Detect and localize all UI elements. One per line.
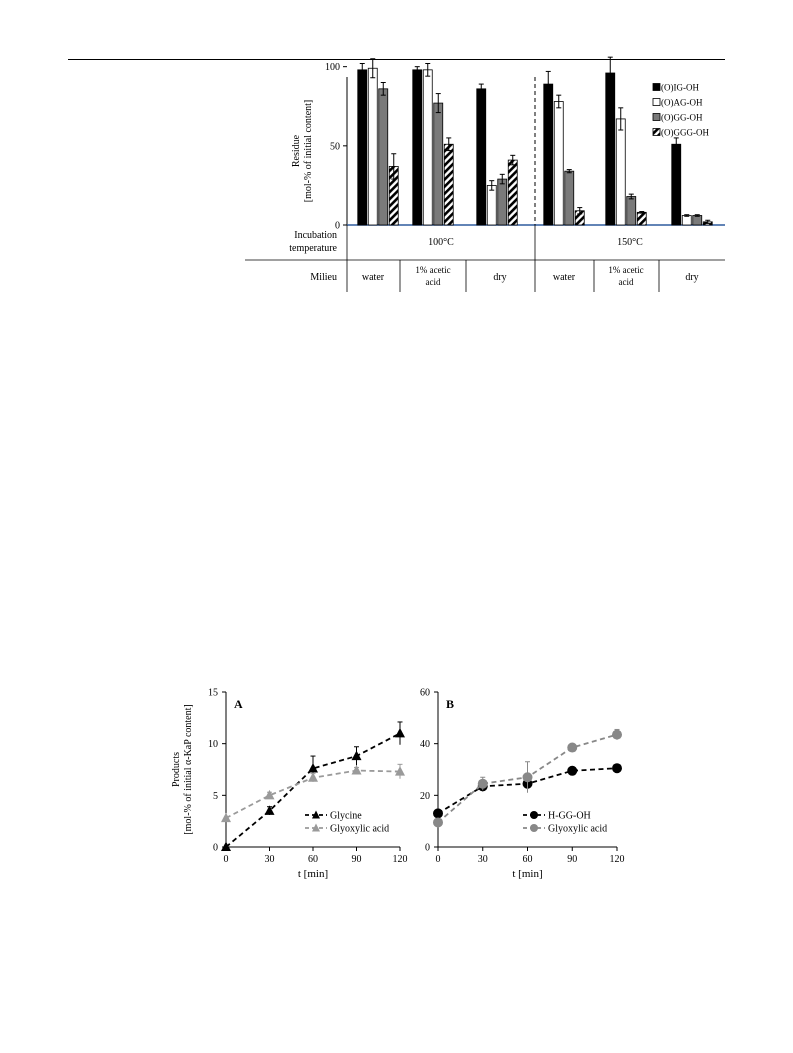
chart-a-y-tick-label-10: 10 xyxy=(208,739,218,751)
chart-b-point-h-gg-oh-4 xyxy=(612,763,622,773)
chart-b-point-h-gg-oh-3 xyxy=(567,766,577,776)
chart-b-legend-label-glyoxylic-acid: Glyoxylic acid xyxy=(548,823,608,835)
legend-label-o-ggg-oh: (O)GGG-OH xyxy=(661,127,709,138)
bar-o-ag-oh-5 xyxy=(682,216,691,226)
bar-o-ig-oh-1 xyxy=(413,70,422,225)
chart-a-line-chart xyxy=(171,688,408,881)
chart-b-point-glyoxylic-acid-1 xyxy=(478,779,488,789)
chart-b-x-axis-label: t [min] xyxy=(512,868,543,880)
bar-o-ggg-oh-1 xyxy=(444,144,453,225)
chart-a-y-axis-label xyxy=(171,704,194,834)
chart-b-panel-label: B xyxy=(446,697,455,711)
legend-swatch-o-ig-oh xyxy=(653,84,660,91)
chart-a-y-tick-label-15: 15 xyxy=(208,687,218,699)
chart-a-y-axis-label-line-1: [mol-% of initial α-KaP content] xyxy=(183,704,194,835)
bar-o-ig-oh-3 xyxy=(544,84,553,225)
chart-b-x-tick-label-120: 120 xyxy=(609,854,625,865)
chart-a-x-axis-label: t [min] xyxy=(297,868,329,880)
y-axis-label xyxy=(291,100,314,202)
chart-a-x-tick-label-90: 90 xyxy=(351,854,362,865)
milieu-label-5 xyxy=(685,272,698,283)
row-label-temperature-line-1: temperature xyxy=(289,243,337,254)
milieu-label-3-line-0: water xyxy=(552,272,576,283)
chart-a-x-tick-label-30: 30 xyxy=(264,854,275,865)
milieu-label-1-line-0: 1% acetic xyxy=(415,265,451,275)
bar-o-gg-oh-4 xyxy=(627,197,636,226)
bar-o-gg-oh-3 xyxy=(565,171,574,225)
chart-a-x-tick-label-0: 0 xyxy=(223,854,229,865)
bar-o-ig-oh-0 xyxy=(358,70,367,225)
bar-o-gg-oh-0 xyxy=(379,89,388,225)
bar-o-ggg-oh-4 xyxy=(637,212,646,225)
chart-b-x-tick-label-30: 30 xyxy=(477,854,488,865)
temperature-group-150: 150°C xyxy=(617,237,643,248)
milieu-label-2-line-0: dry xyxy=(493,272,507,283)
bar-o-ig-oh-4 xyxy=(606,73,615,225)
chart-a-y-tick-label-0: 0 xyxy=(213,842,218,854)
chart-a-y-tick-label-5: 5 xyxy=(213,790,218,802)
chart-b-y-tick-label-20: 20 xyxy=(420,790,430,802)
milieu-label-1-line-1: acid xyxy=(425,277,441,287)
y-axis-label-line-1: [mol-% of initial content] xyxy=(303,99,314,203)
chart-b-legend-label-h-gg-oh: H-GG-OH xyxy=(548,810,591,822)
chart-b-point-glyoxylic-acid-4 xyxy=(612,730,622,740)
y-tick-label-100: 100 xyxy=(325,62,340,74)
chart-b-x-tick-label-90: 90 xyxy=(567,854,578,865)
bar-o-ag-oh-4 xyxy=(616,119,625,225)
chart-a-y-axis-label-line-0: Products xyxy=(171,752,182,787)
bar-o-gg-oh-2 xyxy=(498,179,507,225)
bar-o-ig-oh-2 xyxy=(477,89,486,225)
milieu-label-4-line-1: acid xyxy=(618,277,634,287)
chart-a-x-tick-label-120: 120 xyxy=(392,854,408,865)
y-axis-label-line-0: Residue xyxy=(291,134,302,168)
chart-b-y-tick-label-0: 0 xyxy=(425,842,430,854)
milieu-label-0 xyxy=(362,272,385,283)
row-label-temperature-line-0: Incubation xyxy=(294,230,337,241)
chart-b-x-tick-label-60: 60 xyxy=(522,854,533,865)
chart-a-legend-label-glyoxylic-acid: Glyoxylic acid xyxy=(330,823,390,835)
chart-a-point-glyoxylic-acid-2 xyxy=(308,772,318,782)
legend-label-o-ag-oh: (O)AG-OH xyxy=(661,97,703,108)
chart-b-point-glyoxylic-acid-0 xyxy=(433,817,443,827)
chart-b-y-tick-label-40: 40 xyxy=(420,739,430,751)
chart-a-point-glyoxylic-acid-3 xyxy=(352,765,362,775)
chart-b-x-tick-label-0: 0 xyxy=(435,854,441,865)
legend-swatch-o-ag-oh xyxy=(653,99,660,106)
legend-swatch-o-gg-oh xyxy=(653,114,660,121)
residue-bar-chart xyxy=(245,57,725,292)
row-label-incubation-temperature xyxy=(289,230,337,254)
legend-label-o-gg-oh: (O)GG-OH xyxy=(661,112,703,123)
y-tick-label-50: 50 xyxy=(330,141,340,153)
legend-label-o-ig-oh: (O)IG-OH xyxy=(661,82,699,93)
y-tick-label-0: 0 xyxy=(335,220,340,232)
chart-a-panel-label: A xyxy=(234,697,243,711)
chart-b-legend-marker-glyoxylic-acid xyxy=(530,824,538,832)
milieu-label-3 xyxy=(553,272,576,283)
chart-a-x-tick-label-60: 60 xyxy=(308,854,318,865)
bar-o-ag-oh-1 xyxy=(423,70,432,225)
row-label-milieu: Milieu xyxy=(310,272,337,283)
chart-b-legend-marker-h-gg-oh xyxy=(530,811,538,819)
milieu-label-4 xyxy=(608,265,643,287)
chart-a-point-glycine-3 xyxy=(352,751,362,761)
milieu-label-5-line-0: dry xyxy=(685,272,699,283)
chart-b-point-glyoxylic-acid-2 xyxy=(523,772,533,782)
bar-o-ag-oh-3 xyxy=(554,102,563,226)
milieu-label-2 xyxy=(493,272,506,283)
temperature-group-100: 100°C xyxy=(428,237,454,248)
chart-b-y-tick-label-60: 60 xyxy=(420,687,430,699)
chart-a-point-glyoxylic-acid-0 xyxy=(221,813,231,823)
legend-swatch-o-ggg-oh xyxy=(653,129,660,136)
bar-o-ig-oh-5 xyxy=(672,144,681,225)
chart-b-line-chart xyxy=(420,688,625,881)
bar-o-gg-oh-1 xyxy=(434,103,443,225)
chart-a-point-glycine-4 xyxy=(395,728,405,738)
milieu-label-0-line-0: water xyxy=(361,272,385,283)
bar-o-ag-oh-2 xyxy=(487,185,496,225)
bar-o-ag-oh-0 xyxy=(368,68,377,225)
chart-a-legend-label-glycine: Glycine xyxy=(330,810,362,822)
chart-b-point-glyoxylic-acid-3 xyxy=(567,743,577,753)
chart-a-point-glycine-0 xyxy=(221,842,231,852)
milieu-label-4-line-0: 1% acetic xyxy=(608,265,644,275)
milieu-label-1 xyxy=(415,265,450,287)
bar-o-ggg-oh-2 xyxy=(508,160,517,225)
chart-b-point-h-gg-oh-0 xyxy=(433,808,443,818)
bar-o-gg-oh-5 xyxy=(693,216,702,226)
